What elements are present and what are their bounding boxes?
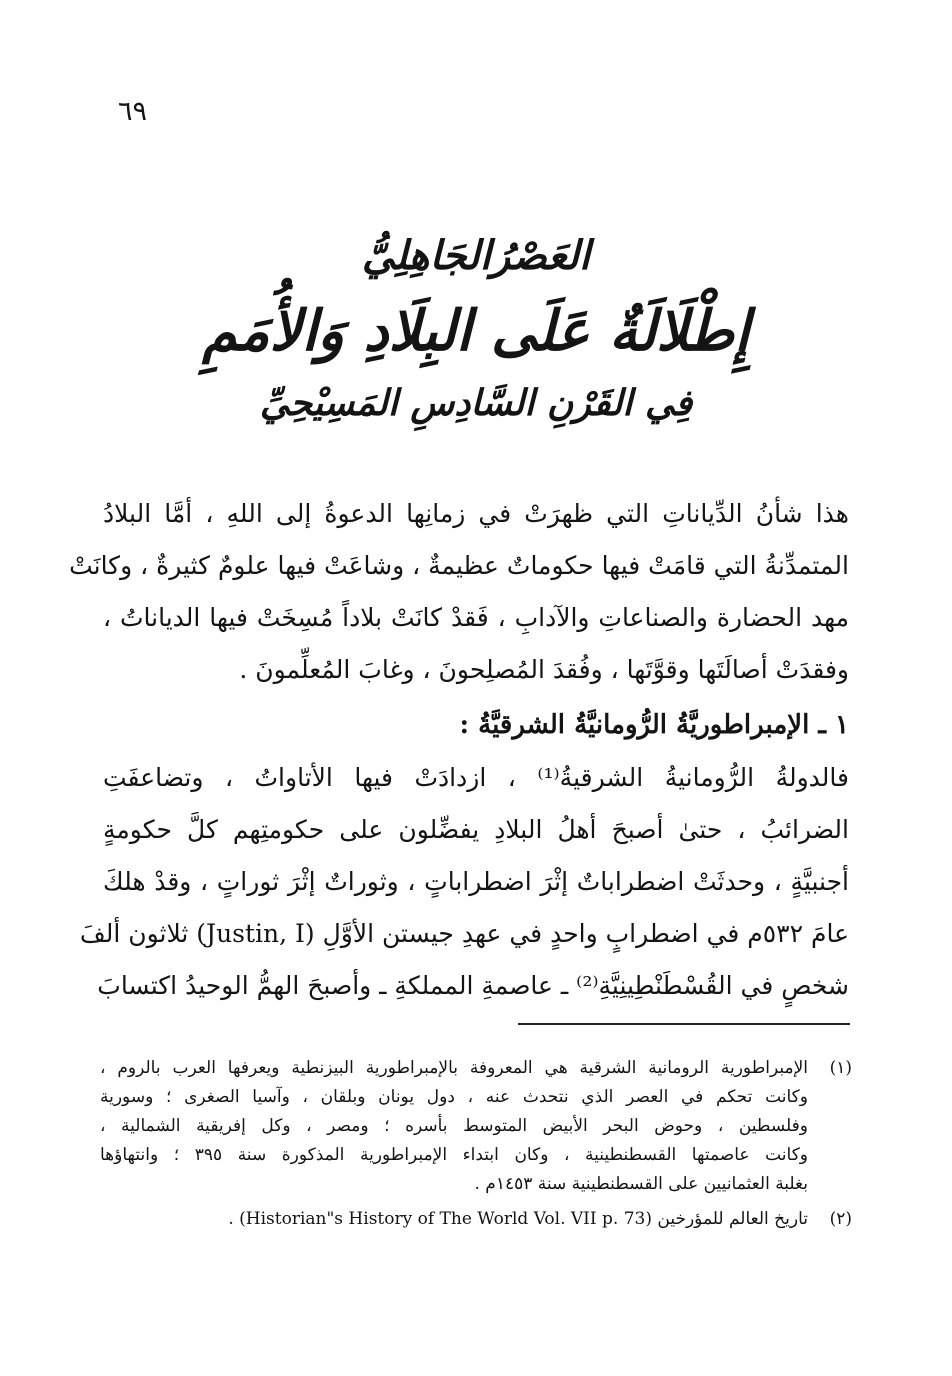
footnote-2 (100, 1205, 852, 1234)
chapter-title (0, 225, 952, 431)
footnote-line: وكانت عاصمتها القسطنطينية ، وكان ابتداء الإمبراطورية المذكورة سنة ٣٩٥ ؛ وانتهاؤها (100, 1145, 809, 1165)
footnote-body (100, 1205, 808, 1234)
text-line: فالدولةُ الرُّومانيةُ الشرقيةُ⁽¹⁾ ، ازدادَتْ فيها الأتاواتُ ، وتضاعفَتِ (103, 763, 849, 792)
footnote-line: الإمبراطورية الرومانية الشرقية هي المعروفة بالإمبراطورية البيزنطية ويعرفها العرب بالروم ، (100, 1058, 808, 1078)
text-line: عامَ ٥٣٢م في اضطرابٍ واحدٍ في عهدِ جيستن الأوَّلِ (Justin, I) ثلاثون ألفَ (79, 919, 849, 948)
text-line: مهد الحضارة والصناعاتِ والآدابِ ، فَقدْ كانَتْ بلاداً مُسِخَتْ فيها الدياناتُ ، (103, 603, 849, 632)
title-line-3: فِي القَرْنِ السَّادِسِ المَسِيْحِيِّ (259, 382, 693, 424)
section-heading: ١ ـ الإمبراطوريَّةُ الرُّومانيَّةُ الشرقيَّةُ : (459, 710, 849, 740)
footnote-number: (٢) (829, 1209, 852, 1229)
footnote-line: تاريخ العالم للمؤرخين (Historian"s History of The World Vol. VII p. 73) . (228, 1209, 808, 1229)
footnote-line: بغلبة العثمانيين على القسطنطينية سنة ١٤٥٣م . (474, 1174, 808, 1194)
text-line: وفقدَتْ أصالَتَها وقوَّتَها ، وفُقدَ المُصلِحونَ ، وغابَ المُعلِّمونَ . (239, 655, 849, 684)
intro-paragraph (69, 488, 849, 696)
title-line-2: إِطْلَالَةٌ عَلَى البِلَادِ وَالأُمَمِ (202, 298, 750, 364)
footnote-line: وفلسطين ، وحوض البحر الأبيض المتوسط بأسره ؛ ومصر ، وكل إفريقية الشمالية ، (100, 1116, 808, 1136)
footnote-line: وكانت تحكم في العصر الذي نتحدث عنه ، دول يونان وبلقان ، وآسيا الصغرى ؛ وسورية (100, 1087, 808, 1107)
footnote-number: (١) (829, 1058, 852, 1078)
footnote-divider (518, 1023, 850, 1025)
text-line: هذا شأنُ الدِّياناتِ التي ظهرَتْ في زمانِها الدعوةُ إلى اللهِ ، أمَّا البلادُ (103, 499, 849, 528)
text-line: الضرائبُ ، حتىٰ أصبحَ أهلُ البلادِ يفضِّلون على حكومتِهم كلَّ حكومةٍ (103, 815, 849, 844)
footnote-1 (100, 1054, 852, 1199)
text-line: شخصٍ في القُسْطَنْطِينِيَّةِ⁽²⁾ ـ عاصمةِ المملكةِ ـ وأصبحَ الهمُّ الوحيدُ اكتسابَ (97, 971, 849, 1000)
footnotes (100, 1054, 852, 1234)
text-line: أجنبيَّةٍ ، وحدثَتْ اضطراباتٌ إثْرَ اضطراباتٍ ، وثوراتٌ إثْرَ ثوراتٍ ، وقدْ هلكَ (103, 867, 849, 896)
section-paragraph (79, 752, 849, 1012)
title-line-1: العَصْرُالجَاهِلِيُّ (361, 232, 591, 279)
footnote-body (100, 1054, 808, 1199)
text-line: المتمدِّنةُ التي قامَتْ فيها حكوماتٌ عظيمةٌ ، وشاعَتْ فيها علومٌ كثيرةٌ ، وكانَتْ (69, 551, 849, 580)
page-number: ٦٩ (118, 96, 148, 127)
